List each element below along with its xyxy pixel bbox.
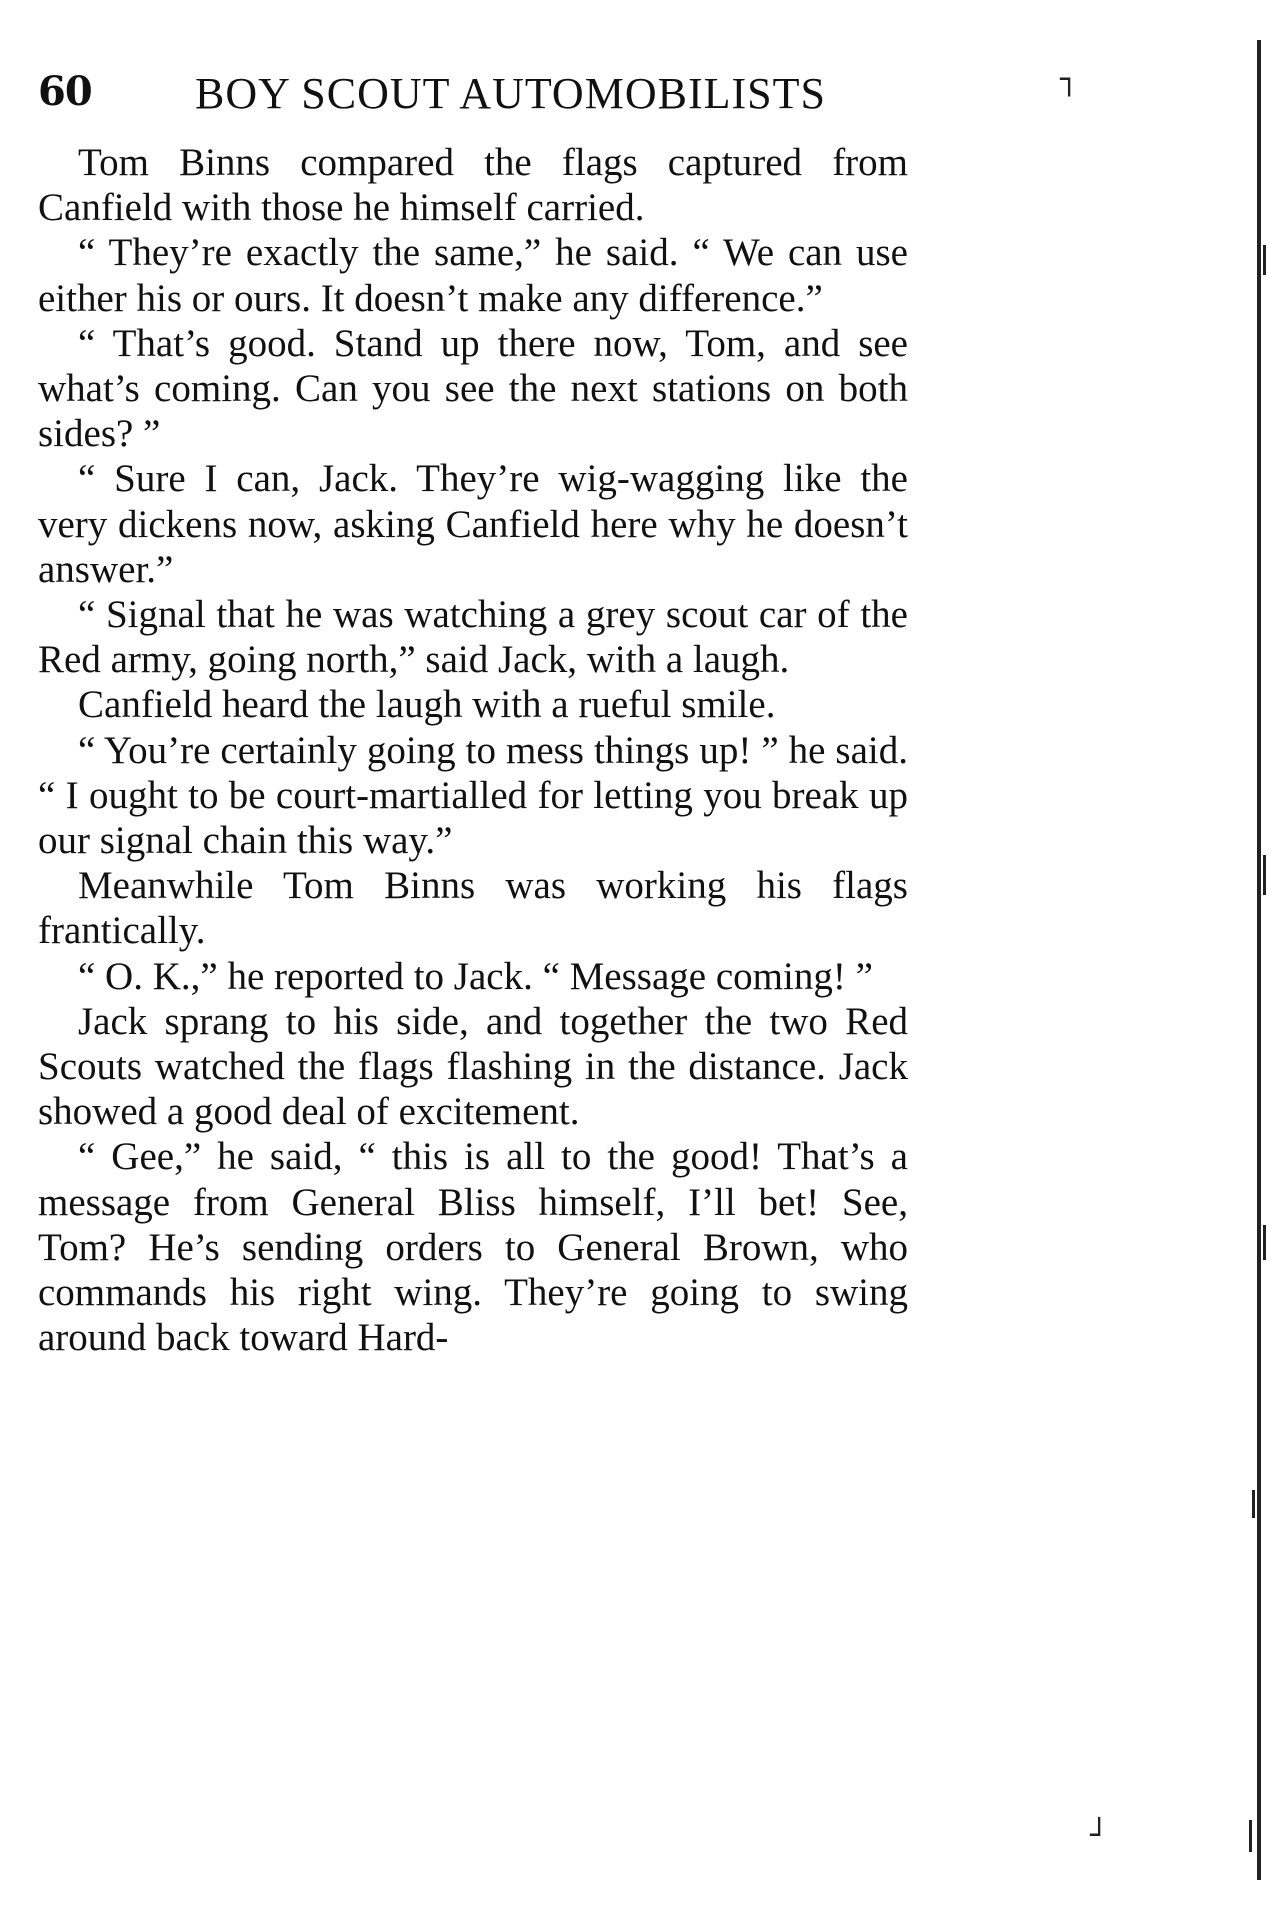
corner-bracket-mark: ┐	[1060, 62, 1079, 97]
running-title: BOY SCOUT AUTOMOBILISTS	[195, 69, 826, 118]
page-edge-shadow	[1257, 40, 1261, 1880]
scan-mark	[1263, 1225, 1266, 1260]
paragraph: Tom Binns compared the flags captured from Canfield with those he himself carried.	[38, 141, 908, 230]
paragraph: Jack sprang to his side, and together the two Red Scouts watched the flags flashing in the distance. Jack showed a good deal of excitement.	[38, 999, 908, 1134]
paragraph: “ That’s good. Stand up there now, Tom, and see what’s coming. Can you see the next stations on both sides? ”	[38, 321, 908, 456]
paragraph: Meanwhile Tom Binns was working his flags frantically.	[38, 864, 908, 953]
paragraph: “ You’re certainly going to mess things up! ” he said. “ I ought to be court-martialled for letting you break up our signal chain this way.”	[38, 728, 908, 863]
scan-mark	[1249, 1820, 1252, 1852]
paragraph: “ Signal that he was watching a grey scout car of the Red army, going north,” said Jack, with a laugh.	[38, 593, 908, 682]
page-number: 60	[38, 68, 92, 115]
scan-mark	[1252, 1490, 1255, 1518]
paragraph: “ Gee,” he said, “ this is all to the good! That’s a message from General Bliss himself, I’ll bet! See, Tom? He’s sending orders to General Brown, who commands his right wing. They’re going to swing around back toward Hard-	[38, 1135, 908, 1360]
body-text	[38, 140, 908, 1360]
scan-mark	[1263, 245, 1266, 275]
paragraph: “ Sure I can, Jack. They’re wig-wagging like the very dickens now, asking Canfield here why he doesn’t answer.”	[38, 457, 908, 591]
paragraph: Canfield heard the laugh with a rueful smile.	[78, 683, 776, 727]
scan-mark	[1263, 855, 1266, 895]
page-header	[38, 68, 1098, 128]
paragraph: “ They’re exactly the same,” he said. “ We can use either his or ours. It doesn’t make any difference.”	[38, 231, 908, 320]
paragraph: “ O. K.,” he reported to Jack. “ Message coming! ”	[78, 954, 873, 998]
corner-bracket-mark: ┘	[1090, 1818, 1109, 1853]
